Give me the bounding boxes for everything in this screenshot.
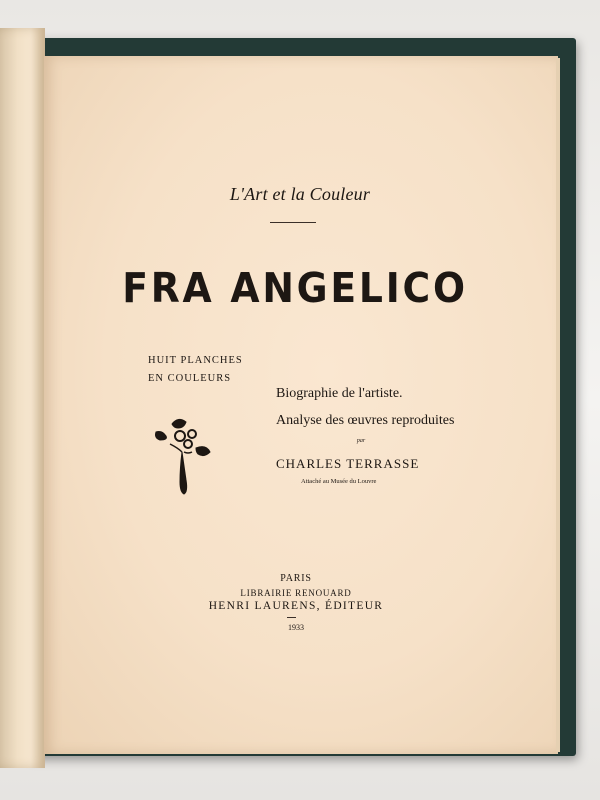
publisher-name: HENRI LAURENS, ÉDITEUR [208,600,384,612]
author-note: Attaché au Musée du Louvre [301,478,377,485]
title-page [44,56,558,754]
biography-line: Biographie de l'artiste. [276,386,403,401]
publisher-city: PARIS [280,573,312,584]
main-title: FRA ANGELICO [122,264,468,312]
plates-line-2: EN COULEURS [148,373,232,384]
plates-note [148,352,243,388]
publication-year: 1933 [288,623,304,632]
floral-ornament-icon [152,414,216,498]
page-fore-edge [556,58,560,752]
left-page-edge [0,28,45,768]
publisher-librairie: LIBRAIRIE RENOUARD [240,588,352,598]
plates-line-1: HUIT PLANCHES [148,355,243,366]
analysis-line: Analyse des œuvres reproduites [276,413,455,428]
par-label: par [356,438,366,444]
author-name: CHARLES TERRASSE [276,456,420,471]
title-rule [270,222,316,223]
year-rule [287,617,296,618]
series-title: L'Art et la Couleur [229,184,371,204]
